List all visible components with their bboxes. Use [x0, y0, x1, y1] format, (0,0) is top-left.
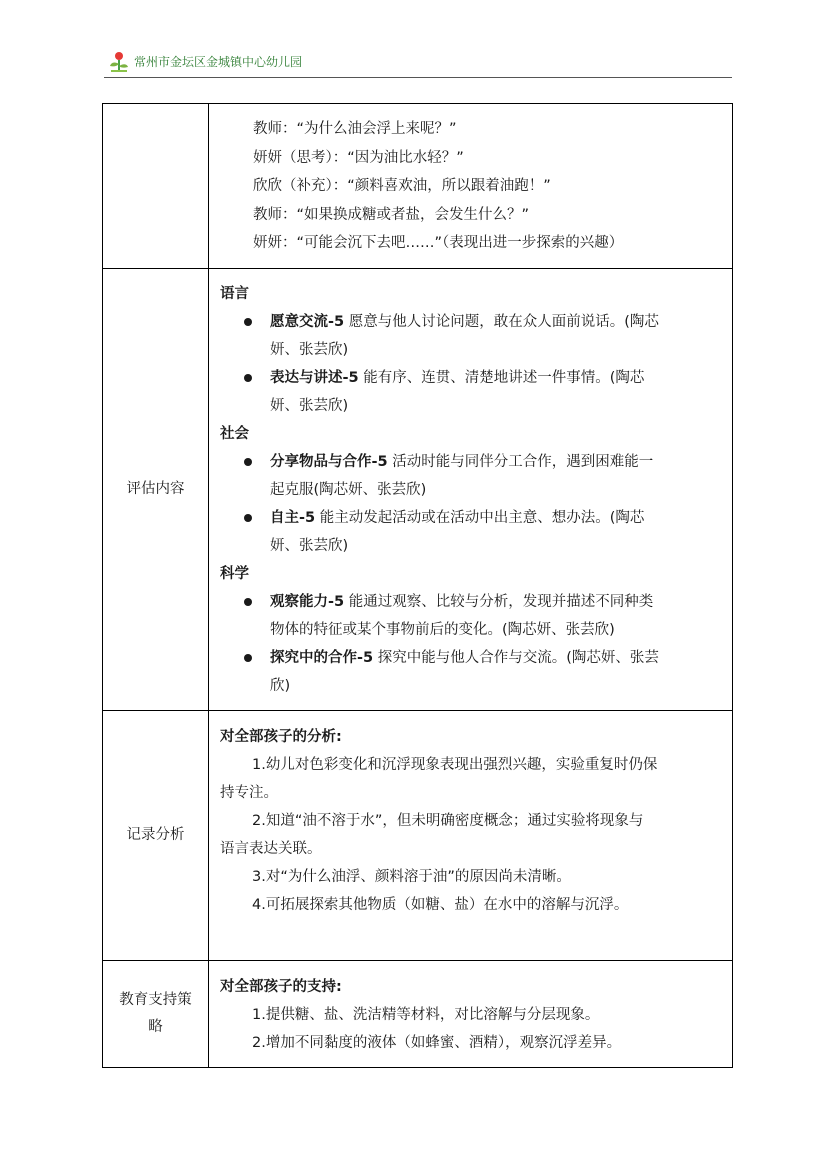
category-title: 社会: [220, 425, 249, 442]
table-row: [103, 104, 733, 269]
item-text: 活动时能与同伴分工合作，遇到困难能一: [387, 453, 654, 470]
list-item: [220, 364, 720, 420]
bullet-icon: [244, 654, 252, 662]
paragraph: [220, 863, 720, 891]
dialog-line: 教师：“为什么油会浮上来呢？”: [253, 121, 457, 137]
support-label-line: 教育支持策: [119, 991, 192, 1008]
item-text: 能有序、连贯、清楚地讲述一件事情。(陶芯: [358, 369, 645, 386]
paragraph-line: 持专注。: [220, 784, 278, 801]
section-title: 对全部孩子的支持:: [220, 978, 342, 995]
item-text: 起克服(陶芯妍、张芸欣): [270, 481, 427, 498]
bullet-icon: [244, 318, 252, 326]
dialog-line: 欣欣（补充）：“颜料喜欢油，所以跟着油跑！”: [253, 178, 551, 195]
bullet-icon: [244, 598, 252, 606]
bullet-icon: [244, 514, 252, 522]
bullet-icon: [244, 458, 252, 466]
item-text: 能通过观察、比较与分析，发现并描述不同种类: [344, 593, 654, 610]
item-text: 妍、张芸欣): [270, 341, 349, 358]
evaluation-cell: [209, 268, 733, 710]
item-text: 愿意与他人讨论问题，敢在众人面前说话。(陶芯: [344, 313, 659, 330]
item-title: 观察能力-5: [270, 593, 345, 610]
item-title: 分享物品与合作-5: [270, 453, 388, 470]
category-title: 语言: [220, 285, 249, 302]
paragraph-line: 3.对“为什么油浮、颜料溶于油”的原因尚未清晰。: [252, 868, 571, 885]
table-row: [103, 960, 733, 1067]
support-label-line: 略: [148, 1018, 163, 1035]
item-title: 自主-5: [270, 509, 316, 526]
list-item: [220, 448, 720, 504]
list-item: [220, 308, 720, 364]
item-text: 欣): [270, 677, 291, 694]
dialog-line: 妍妍（思考）：“因为油比水轻？”: [253, 149, 464, 166]
item-text: 能主动发起活动或在活动中出主意、想办法。(陶芯: [315, 509, 645, 526]
school-logo-icon: [106, 48, 132, 74]
item-text: 妍、张芸欣): [270, 537, 349, 554]
item-title: 愿意交流-5: [270, 313, 345, 330]
paragraph-line: 2.增加不同黏度的液体（如蜂蜜、酒精），观察沉浮差异。: [252, 1034, 622, 1051]
list-item: [220, 504, 720, 560]
paragraph: [220, 891, 720, 919]
paragraph-line: 4.可拓展探索其他物质（如糖、盐）在水中的溶解与沉浮。: [252, 896, 629, 913]
list-item: [220, 644, 720, 700]
record-table: [102, 103, 733, 1068]
paragraph-line: 语言表达关联。: [220, 840, 322, 857]
page-header: [104, 44, 732, 78]
paragraph-line: 2.知道“油不溶于水”，但未明确密度概念；通过实验将现象与: [252, 812, 644, 829]
empty-label-cell: [103, 104, 209, 269]
table-row: [103, 710, 733, 960]
item-text: 物体的特征或某个事物前后的变化。(陶芯妍、张芸欣): [270, 621, 615, 638]
support-cell: [209, 960, 733, 1067]
table-row: [103, 268, 733, 710]
list-item: [220, 588, 720, 644]
dialog-cell: [209, 104, 733, 269]
school-name: 常州市金坛区金城镇中心幼儿园: [134, 55, 303, 69]
dialog-line: 妍妍：“可能会沉下去吧……”（表现出进一步探索的兴趣）: [253, 235, 624, 252]
support-label: [103, 960, 209, 1067]
item-text: 探究中能与他人合作与交流。(陶芯妍、张芸: [373, 649, 659, 666]
paragraph: [220, 807, 720, 835]
bullet-icon: [244, 374, 252, 382]
record-cell: [209, 710, 733, 960]
category-title: 科学: [220, 565, 249, 582]
paragraph-line: 1.幼儿对色彩变化和沉浮现象表现出强烈兴趣，实验重复时仍保: [252, 756, 658, 773]
section-title: 对全部孩子的分析:: [220, 728, 342, 745]
record-label: 记录分析: [103, 710, 209, 960]
item-title: 探究中的合作-5: [270, 649, 374, 666]
paragraph-line: 1.提供糖、盐、洗洁精等材料，对比溶解与分层现象。: [252, 1006, 600, 1023]
paragraph: [220, 751, 720, 779]
item-text: 妍、张芸欣): [270, 397, 349, 414]
dialog-line: 教师：“如果换成糖或者盐，会发生什么？”: [253, 206, 530, 223]
evaluation-label: 评估内容: [103, 268, 209, 710]
item-title: 表达与讲述-5: [270, 369, 359, 386]
